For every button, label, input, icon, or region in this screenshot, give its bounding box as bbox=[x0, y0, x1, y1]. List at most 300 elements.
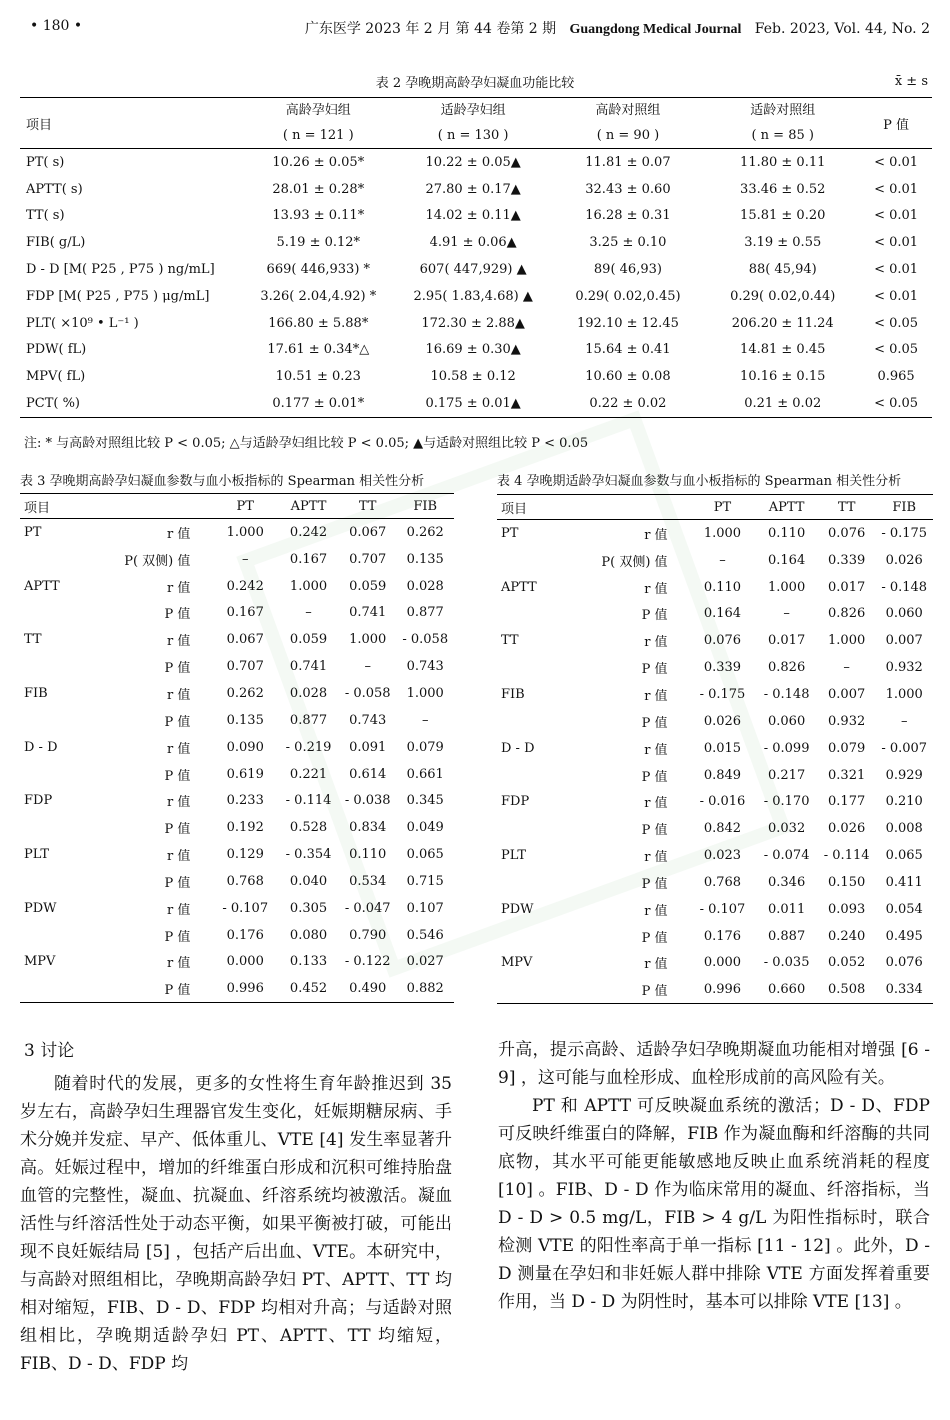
table-cell: 0.007 bbox=[828, 686, 866, 702]
table-cell: 0.29( 0.02,0.44) bbox=[730, 288, 836, 304]
table-cell: - 0.107 bbox=[699, 901, 746, 917]
table-cell: 3.25 ± 0.10 bbox=[589, 235, 667, 251]
table-cell: 2.95( 1.83,4.68) ▲ bbox=[413, 288, 533, 304]
row-label: PDW( fL) bbox=[26, 342, 87, 358]
table-row bbox=[20, 626, 454, 653]
table-cell: 0.133 bbox=[289, 954, 328, 970]
journal-en: Guangdong Medical Journal bbox=[569, 22, 742, 37]
stat-label: r 值 bbox=[644, 796, 668, 812]
row-label bbox=[20, 707, 96, 734]
table-cell: - 0.219 bbox=[285, 739, 332, 755]
table-cell: 0.233 bbox=[226, 793, 264, 809]
stat-label: r 值 bbox=[167, 741, 191, 757]
table-cell: 0.262 bbox=[226, 685, 264, 701]
row-label bbox=[497, 601, 573, 628]
table-cell: 0.882 bbox=[406, 981, 444, 997]
table-cell: 16.28 ± 0.31 bbox=[585, 208, 671, 224]
table-cell: 0.000 bbox=[703, 955, 742, 971]
table-row bbox=[20, 895, 454, 922]
table-cell: 0.345 bbox=[406, 793, 444, 809]
row-label bbox=[497, 708, 573, 735]
table4-header-row bbox=[497, 495, 933, 520]
table-cell: 0.110 bbox=[349, 847, 387, 863]
table-row bbox=[20, 573, 454, 600]
table-row bbox=[20, 841, 454, 868]
row-label bbox=[497, 762, 573, 789]
table-row bbox=[497, 762, 933, 789]
row-label: APTT( s) bbox=[26, 181, 83, 197]
table-cell: - 0.148 bbox=[763, 686, 810, 702]
table-cell: 0.049 bbox=[406, 820, 444, 836]
stat-label: P( 双侧) 值 bbox=[124, 553, 191, 569]
table-cell: 33.46 ± 0.52 bbox=[740, 181, 826, 197]
table-cell: 0.452 bbox=[289, 981, 328, 997]
row-label: FIB( g/L) bbox=[26, 235, 86, 251]
table-cell: 0.079 bbox=[406, 739, 444, 755]
row-label: TT( s) bbox=[26, 208, 65, 224]
table-cell: 0.110 bbox=[703, 579, 742, 595]
stat-label: P 值 bbox=[164, 661, 191, 677]
paragraph: PT 和 APTT 可反映凝血系统的激活；D - D、FDP 可反映纤维蛋白的降解，FIB 作为凝血酶和纤溶酶的共同底物，其水平可能更能敏感地反映止血系统消耗的程度 [10] 。FIB、D - D 作为临床常用的凝血、纤溶指标，当 D - D > 0.5 mg/L，FIB > 4 g/L 为阳性指标时，联合检测 VTE 的阳性率高于单一指标 [11 - 12] 。此外，D - D 测量在孕妇和非妊娠人群中排除 VTE 方面发挥着重要作用，当 D - D 为阴性时，基本可以排除 VTE [13] 。 bbox=[498, 1096, 930, 1312]
row-label bbox=[20, 814, 96, 841]
table-cell: 0.660 bbox=[768, 982, 806, 998]
table-row bbox=[20, 761, 454, 788]
table-row bbox=[20, 337, 932, 364]
table-cell: 0.167 bbox=[226, 605, 264, 621]
table-cell: 0.508 bbox=[828, 982, 866, 998]
table-cell: 0.768 bbox=[703, 874, 742, 890]
column-header: FIB bbox=[396, 494, 454, 519]
table-cell: 0.107 bbox=[406, 900, 444, 916]
table-cell: 0.065 bbox=[406, 847, 444, 863]
table2-col-item: 项目 bbox=[20, 98, 241, 149]
table-cell: 0.177 ± 0.01* bbox=[272, 396, 365, 412]
table-row bbox=[497, 842, 933, 869]
stat-label: r 值 bbox=[644, 903, 668, 919]
table-cell: 0.965 bbox=[877, 369, 915, 385]
row-label: PCT( %) bbox=[26, 396, 80, 412]
stat-label: P 值 bbox=[641, 608, 668, 624]
row-label bbox=[497, 654, 573, 681]
table-cell: 0.177 bbox=[828, 794, 866, 810]
table-row bbox=[20, 310, 932, 337]
table-row bbox=[497, 708, 933, 735]
table-cell: 0.028 bbox=[406, 578, 444, 594]
table-cell: 0.305 bbox=[289, 900, 328, 916]
table-cell: 0.217 bbox=[768, 767, 806, 783]
table-cell: 0.826 bbox=[828, 606, 866, 622]
table-cell: 0.093 bbox=[828, 901, 866, 917]
row-label: MPV( fL) bbox=[26, 369, 86, 385]
row-label: TT bbox=[24, 632, 42, 648]
table-cell: 206.20 ± 11.24 bbox=[731, 315, 834, 331]
row-label: APTT bbox=[24, 578, 60, 594]
table-row bbox=[497, 574, 933, 601]
journal-cn: 广东医学 2023 年 2 月 第 44 卷第 2 期 bbox=[304, 21, 557, 37]
row-label: PT bbox=[501, 525, 519, 541]
table-cell: 27.80 ± 0.17▲ bbox=[425, 181, 521, 197]
table-cell: 0.877 bbox=[289, 712, 328, 728]
paragraph-continuation: 升高，提示高龄、适龄孕妇孕晚期凝血功能相对增强 [6 - 9] ，这可能与血栓形成、血栓形成前的高风险有关。 bbox=[498, 1040, 930, 1088]
table-cell: < 0.01 bbox=[874, 262, 919, 278]
row-label bbox=[497, 547, 573, 574]
table-cell: - 0.175 bbox=[699, 686, 746, 702]
paragraph: 随着时代的发展，更多的女性将生育年龄推迟到 35 岁左右，高龄孕妇生理器官发生变化，妊娠期糖尿病、手术分娩并发症、早产、低体重儿、VTE [4] 发生率显著升高。妊娠过程中，增加的纤维蛋白形成和沉积可维持胎盘血管的完整性，凝血、抗凝血、纤溶系统均被激活。凝血活性与纤溶活性处于动态平衡，如果平衡被打破，可能出现不良妊娠结局 [5] ，包括产后出血、VTE。本研究中，与高龄对照组相比，孕晚期高龄孕妇 PT、APTT、TT 均相对缩短，FIB、D - D、FDP 均相对升高；与适龄对照组相比，孕晚期适龄孕妇 PT、APTT、TT 均缩短，FIB、D - D、FDP 均 bbox=[20, 1074, 452, 1374]
table2-col-group: 高龄对照组 ( n = 90 ) bbox=[551, 98, 706, 149]
table-row bbox=[497, 654, 933, 681]
table-cell: 0.546 bbox=[406, 927, 444, 943]
column-header: FIB bbox=[875, 495, 933, 520]
table-cell: 192.10 ± 12.45 bbox=[577, 315, 679, 331]
table3-header-row bbox=[20, 494, 454, 519]
table-row bbox=[497, 896, 933, 923]
table4 bbox=[497, 494, 933, 1004]
table-cell: < 0.01 bbox=[874, 154, 919, 170]
row-label bbox=[20, 600, 96, 627]
table-cell: 88( 45,94) bbox=[748, 262, 817, 278]
right-column bbox=[498, 1036, 930, 1316]
table-row bbox=[20, 546, 454, 573]
column-header: TT bbox=[818, 495, 876, 520]
row-label: TT bbox=[501, 633, 519, 649]
table-cell: 0.167 bbox=[289, 551, 328, 567]
table-cell: 0.135 bbox=[406, 551, 444, 567]
table-cell: 0.528 bbox=[289, 820, 328, 836]
table-cell: 0.176 bbox=[703, 928, 742, 944]
table-cell: 3.26( 2.04,4.92) * bbox=[260, 288, 377, 304]
column-header: TT bbox=[339, 494, 397, 519]
table-cell: 0.741 bbox=[289, 659, 328, 675]
table-row bbox=[497, 950, 933, 977]
table-cell: 0.000 bbox=[226, 954, 264, 970]
table-cell: 0.707 bbox=[226, 659, 264, 675]
table-row bbox=[20, 707, 454, 734]
table-cell: 0.768 bbox=[226, 873, 264, 889]
table-cell: – bbox=[719, 552, 726, 568]
row-label: FDP bbox=[501, 794, 530, 810]
row-label bbox=[20, 546, 96, 573]
table-row bbox=[20, 149, 932, 176]
table-cell: 1.000 bbox=[703, 525, 742, 541]
table-cell: < 0.05 bbox=[874, 315, 919, 331]
table-cell: 0.743 bbox=[406, 659, 444, 675]
table-cell: 1.000 bbox=[885, 686, 923, 702]
stat-label: r 值 bbox=[167, 849, 191, 865]
table-row bbox=[20, 922, 454, 949]
table-cell: 172.30 ± 2.88▲ bbox=[421, 315, 525, 331]
table-cell: 10.58 ± 0.12 bbox=[430, 369, 516, 385]
table-row bbox=[20, 229, 932, 256]
table-cell: 0.826 bbox=[768, 660, 806, 676]
table-cell: – bbox=[241, 551, 249, 567]
stat-label: P 值 bbox=[641, 715, 668, 731]
column-header: APTT bbox=[278, 494, 339, 519]
table-cell: 1.000 bbox=[349, 632, 387, 648]
table-row bbox=[497, 735, 933, 762]
table-cell: 10.22 ± 0.05▲ bbox=[425, 154, 521, 170]
table-cell: 0.741 bbox=[349, 605, 387, 621]
table-cell: - 0.074 bbox=[763, 848, 810, 864]
table-cell: 0.834 bbox=[349, 820, 387, 836]
table3 bbox=[20, 493, 454, 1003]
table-cell: 0.067 bbox=[226, 632, 264, 648]
stat-label: P 值 bbox=[641, 930, 668, 946]
row-label: PT( s) bbox=[26, 154, 65, 170]
table-cell: - 0.047 bbox=[344, 900, 391, 916]
row-label: D - D [M( P25 , P75 ) ng/mL] bbox=[26, 262, 215, 278]
table-cell: 0.076 bbox=[703, 633, 742, 649]
table-cell: 0.008 bbox=[885, 821, 923, 837]
table-cell: 3.19 ± 0.55 bbox=[744, 235, 822, 251]
table-row bbox=[497, 815, 933, 842]
table-cell: < 0.01 bbox=[874, 208, 919, 224]
table-cell: 0.242 bbox=[289, 524, 328, 540]
column-header bbox=[96, 494, 212, 519]
table-cell: - 0.107 bbox=[222, 900, 269, 916]
table-cell: 0.150 bbox=[828, 874, 866, 890]
table-cell: 0.534 bbox=[349, 873, 387, 889]
table-row bbox=[20, 600, 454, 627]
table-cell: 0.334 bbox=[885, 982, 923, 998]
table-cell: 0.017 bbox=[768, 633, 806, 649]
stat-label: r 值 bbox=[644, 957, 668, 973]
table-cell: 0.090 bbox=[226, 739, 264, 755]
table2-col-group: 适龄孕妇组 ( n = 130 ) bbox=[396, 98, 551, 149]
row-label bbox=[20, 975, 96, 1002]
table-cell: 10.51 ± 0.23 bbox=[275, 369, 361, 385]
stat-label: P 值 bbox=[164, 714, 191, 730]
column-header: PT bbox=[212, 494, 278, 519]
table-cell: – bbox=[843, 660, 850, 676]
table-cell: < 0.05 bbox=[874, 342, 919, 358]
table-row bbox=[20, 363, 932, 390]
table-row bbox=[20, 203, 932, 230]
row-label bbox=[497, 815, 573, 842]
table-cell: 0.091 bbox=[349, 739, 387, 755]
table-cell: 0.135 bbox=[226, 712, 264, 728]
table-cell: < 0.01 bbox=[874, 288, 919, 304]
table4-caption: 表 4 孕晚期适龄孕妇凝血参数与血小板指标的 Spearman 相关性分析 bbox=[497, 474, 902, 489]
table-cell: 0.015 bbox=[703, 740, 742, 756]
table-cell: 0.790 bbox=[349, 927, 387, 943]
stat-label: r 值 bbox=[644, 742, 668, 758]
table-cell: – bbox=[364, 659, 371, 675]
row-label bbox=[497, 923, 573, 950]
table-cell: 0.932 bbox=[828, 713, 866, 729]
table-cell: 15.64 ± 0.41 bbox=[585, 342, 671, 358]
table-cell: 32.43 ± 0.60 bbox=[585, 181, 671, 197]
stat-label: r 值 bbox=[167, 956, 191, 972]
table-cell: 0.411 bbox=[885, 874, 923, 890]
stat-label: r 值 bbox=[644, 688, 668, 704]
table-row bbox=[20, 390, 932, 417]
row-label: PT bbox=[24, 524, 42, 540]
table-cell: 5.19 ± 0.12* bbox=[276, 235, 361, 251]
table2 bbox=[20, 97, 932, 418]
table-cell: < 0.01 bbox=[874, 235, 919, 251]
table-cell: 11.81 ± 0.07 bbox=[585, 154, 671, 170]
table-row bbox=[20, 680, 454, 707]
running-header bbox=[305, 18, 930, 38]
row-label: PLT bbox=[501, 848, 526, 864]
table-cell: 0.21 ± 0.02 bbox=[744, 396, 822, 412]
table-cell: 0.023 bbox=[703, 848, 742, 864]
row-label bbox=[20, 922, 96, 949]
table-cell: 0.339 bbox=[703, 660, 742, 676]
table-cell: 0.007 bbox=[885, 633, 923, 649]
column-header bbox=[573, 495, 689, 520]
table2-unit: x̄ ± s bbox=[894, 74, 928, 89]
row-label: MPV bbox=[24, 954, 56, 970]
table-cell: - 0.038 bbox=[344, 793, 391, 809]
table-row bbox=[20, 868, 454, 895]
table-cell: 0.032 bbox=[768, 821, 806, 837]
table-cell: 0.060 bbox=[768, 713, 806, 729]
table-row bbox=[20, 787, 454, 814]
table-cell: 0.080 bbox=[289, 927, 328, 943]
row-label bbox=[20, 653, 96, 680]
table-row bbox=[497, 547, 933, 574]
stat-label: r 值 bbox=[167, 580, 191, 596]
table3-caption: 表 3 孕晚期高龄孕妇凝血参数与血小板指标的 Spearman 相关性分析 bbox=[20, 474, 425, 489]
table-cell: - 0.035 bbox=[763, 955, 810, 971]
stat-label: P 值 bbox=[641, 662, 668, 678]
row-label: FIB bbox=[24, 685, 48, 701]
table-cell: - 0.058 bbox=[344, 685, 391, 701]
table-cell: 0.026 bbox=[703, 713, 742, 729]
table-cell: 607( 447,929) ▲ bbox=[419, 262, 527, 278]
table-cell: 0.661 bbox=[406, 766, 444, 782]
table-cell: 14.02 ± 0.11▲ bbox=[425, 208, 521, 224]
stat-label: P 值 bbox=[164, 822, 191, 838]
stat-label: r 值 bbox=[167, 634, 191, 650]
table2-col-group: 高龄孕妇组 ( n = 121 ) bbox=[241, 98, 396, 149]
table-cell: 13.93 ± 0.11* bbox=[272, 208, 365, 224]
left-column bbox=[20, 1070, 452, 1378]
table-cell: 166.80 ± 5.88* bbox=[268, 315, 369, 331]
row-label: FDP [M( P25 , P75 ) μg/mL] bbox=[26, 288, 210, 304]
table-cell: 0.192 bbox=[226, 820, 264, 836]
table-cell: 0.079 bbox=[828, 740, 866, 756]
table-row bbox=[20, 256, 932, 283]
row-label bbox=[497, 869, 573, 896]
table-row bbox=[497, 923, 933, 950]
table-cell: 17.61 ± 0.34*△ bbox=[267, 342, 370, 358]
table-cell: 10.26 ± 0.05* bbox=[272, 154, 365, 170]
table-cell: - 0.354 bbox=[285, 847, 332, 863]
table-cell: 0.619 bbox=[226, 766, 264, 782]
row-label: PLT( ×10⁹ • L⁻¹ ) bbox=[26, 315, 139, 331]
table-cell: 1.000 bbox=[289, 578, 328, 594]
table-cell: – bbox=[421, 712, 429, 728]
table-cell: < 0.05 bbox=[874, 396, 919, 412]
table-cell: 89( 46,93) bbox=[593, 262, 662, 278]
table-cell: 0.242 bbox=[226, 578, 264, 594]
table-cell: – bbox=[783, 606, 790, 622]
table-cell: - 0.114 bbox=[285, 793, 332, 809]
table-cell: 0.129 bbox=[226, 847, 264, 863]
table-cell: 0.495 bbox=[885, 928, 923, 944]
table-cell: 0.346 bbox=[768, 874, 806, 890]
table-cell: 0.026 bbox=[885, 552, 923, 568]
table-cell: 0.164 bbox=[703, 606, 742, 622]
table-cell: 10.60 ± 0.08 bbox=[585, 369, 671, 385]
table-cell: 0.067 bbox=[349, 524, 387, 540]
table-cell: 0.490 bbox=[349, 981, 387, 997]
issue-en: Feb. 2023, Vol. 44, No. 2 bbox=[754, 21, 930, 37]
table-cell: 0.743 bbox=[349, 712, 387, 728]
table-cell: 0.996 bbox=[703, 982, 742, 998]
table-row bbox=[20, 519, 454, 546]
table-cell: 0.887 bbox=[768, 928, 806, 944]
table-cell: - 0.058 bbox=[402, 632, 449, 648]
row-label bbox=[20, 868, 96, 895]
stat-label: P 值 bbox=[641, 823, 668, 839]
table-cell: < 0.01 bbox=[874, 181, 919, 197]
table-cell: 0.715 bbox=[406, 873, 444, 889]
table-row bbox=[20, 734, 454, 761]
stat-label: P 值 bbox=[641, 984, 668, 1000]
table-cell: - 0.175 bbox=[881, 525, 928, 541]
row-label: D - D bbox=[24, 739, 58, 755]
column-header: 项目 bbox=[497, 495, 573, 520]
table-cell: 0.929 bbox=[885, 767, 923, 783]
table-cell: 28.01 ± 0.28* bbox=[272, 181, 365, 197]
table-cell: 0.339 bbox=[828, 552, 866, 568]
table-cell: 0.262 bbox=[406, 524, 444, 540]
table-cell: – bbox=[305, 605, 312, 621]
table-cell: 0.028 bbox=[289, 685, 328, 701]
table-cell: 0.22 ± 0.02 bbox=[589, 396, 667, 412]
table-cell: 0.040 bbox=[289, 873, 328, 889]
table-cell: - 0.122 bbox=[344, 954, 391, 970]
table-cell: 11.80 ± 0.11 bbox=[740, 154, 826, 170]
stat-label: r 值 bbox=[644, 527, 668, 543]
stat-label: P 值 bbox=[164, 929, 191, 945]
row-label: APTT bbox=[501, 579, 537, 595]
table-row bbox=[20, 949, 454, 976]
column-header: 项目 bbox=[20, 494, 96, 519]
table-cell: - 0.114 bbox=[823, 848, 870, 864]
table-cell: 4.91 ± 0.06▲ bbox=[429, 235, 517, 251]
table-cell: 0.210 bbox=[885, 794, 923, 810]
table-cell: - 0.148 bbox=[881, 579, 928, 595]
table-cell: 0.996 bbox=[226, 981, 264, 997]
table-cell: 0.054 bbox=[885, 901, 923, 917]
table2-note: 注: * 与高龄对照组比较 P < 0.05; △与适龄孕妇组比较 P < 0.05; ▲与适龄对照组比较 P < 0.05 bbox=[24, 436, 589, 451]
table-row bbox=[497, 788, 933, 815]
table-cell: 669( 446,933) * bbox=[266, 262, 371, 278]
table-cell: 1.000 bbox=[828, 633, 866, 649]
table-cell: 1.000 bbox=[226, 524, 264, 540]
table-cell: 0.849 bbox=[703, 767, 742, 783]
table-cell: - 0.170 bbox=[763, 794, 810, 810]
row-label bbox=[20, 761, 96, 788]
table-row bbox=[497, 681, 933, 708]
table2-col-group: 适龄对照组 ( n = 85 ) bbox=[705, 98, 860, 149]
row-label: FIB bbox=[501, 686, 525, 702]
table-cell: 16.69 ± 0.30▲ bbox=[425, 342, 521, 358]
stat-label: r 值 bbox=[167, 526, 191, 542]
table-row bbox=[497, 601, 933, 628]
table-cell: 0.110 bbox=[768, 525, 806, 541]
table-cell: 0.059 bbox=[349, 578, 387, 594]
table-cell: 0.017 bbox=[828, 579, 866, 595]
table2-header-row bbox=[20, 98, 932, 149]
stat-label: P 值 bbox=[164, 607, 191, 623]
stat-label: r 值 bbox=[167, 795, 191, 811]
table-cell: 0.164 bbox=[768, 552, 806, 568]
